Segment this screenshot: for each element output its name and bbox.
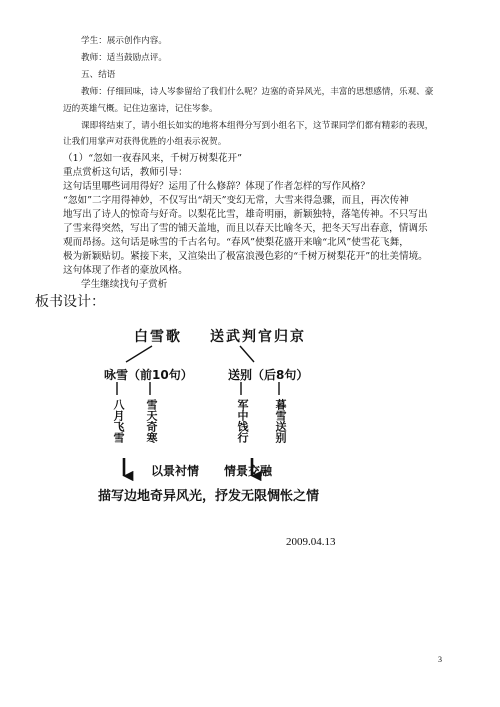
lesson-line: 了雪来得突然，写出了雪的铺天盖地，而且以春天比喻冬天，把冬天写出春意，情调乐: [63, 223, 428, 234]
lesson-line: 重点赏析这句话，教师引导：: [63, 167, 188, 178]
connector-line: [126, 346, 152, 362]
vertical-phrase: 暮雪送别: [274, 399, 287, 443]
branch-left: 咏雪（前10句）: [104, 368, 193, 382]
lesson-line: 学生继续找句子赏析: [81, 279, 168, 290]
lesson-line: （1）“忽如一夜春风来，千树万树梨花开”: [63, 153, 243, 164]
vertical-phrase: 军中饯行: [236, 399, 249, 443]
lesson-line: 学生：展示创作内容。: [81, 36, 167, 46]
vertical-phrase: 雪天奇寒: [145, 399, 158, 443]
lesson-line: 教师：仔细回味，诗人岑参留给了我们什么呢？边塞的奇异风光，丰富的思想感情，乐观、豪: [81, 87, 434, 97]
lesson-line: “忽如”二字用得神妙，不仅写出“胡天”变幻无常，大雪来得急骤，而且，再次传神: [63, 195, 409, 206]
lesson-line: 教师：适当鼓励点评。: [81, 53, 167, 63]
board-title-right: 送武判官归京: [210, 329, 306, 345]
lesson-line: 观而昂扬。这句话是咏雪的千古名句。“春风”使梨花盛开来喻“北风”使雪花飞舞，: [63, 237, 409, 248]
board-mid-right: 情景交融: [224, 464, 273, 478]
branch-right: 送别（后8句）: [228, 368, 309, 382]
lesson-line: 这句话里哪些词用得好？运用了什么修辞？体现了作者怎样的写作风格？: [63, 181, 370, 192]
lesson-line: 课即将结束了，请小组长如实的地将本组得分写到小组名下，这节课同学们都有精彩的表现，: [81, 121, 434, 131]
lesson-line: 让我们用掌声对获得优胜的小组表示祝贺。: [63, 137, 227, 147]
lesson-line: 迈的英雄气概。记住边塞诗，记住岑参。: [63, 104, 218, 114]
lesson-line: 五、结语: [81, 70, 116, 80]
board-title-left: 白雪歌: [134, 329, 182, 345]
board-summary: 描写边地奇异风光，抒发无限惆怅之情: [98, 489, 320, 504]
connector-line: [240, 346, 254, 362]
date: 2009.04.13: [286, 536, 336, 548]
vertical-phrase: 八月飞雪: [112, 399, 125, 443]
page-number: 3: [438, 655, 442, 664]
lesson-line: 地写出了诗人的惊奇与好奇。以梨花比雪，雄奇明丽，新颖独特，落笔传神。不只写出: [63, 209, 428, 220]
lesson-line: 极为新颖贴切。紧接下来，又渲染出了极富浪漫色彩的“千树万树梨花开”的壮美情境。: [63, 251, 428, 262]
lesson-line: 这句体现了作者的豪放风格。: [63, 265, 188, 276]
board-mid-left: 以景衬情: [151, 464, 200, 478]
board-heading: 板书设计：: [35, 294, 105, 310]
